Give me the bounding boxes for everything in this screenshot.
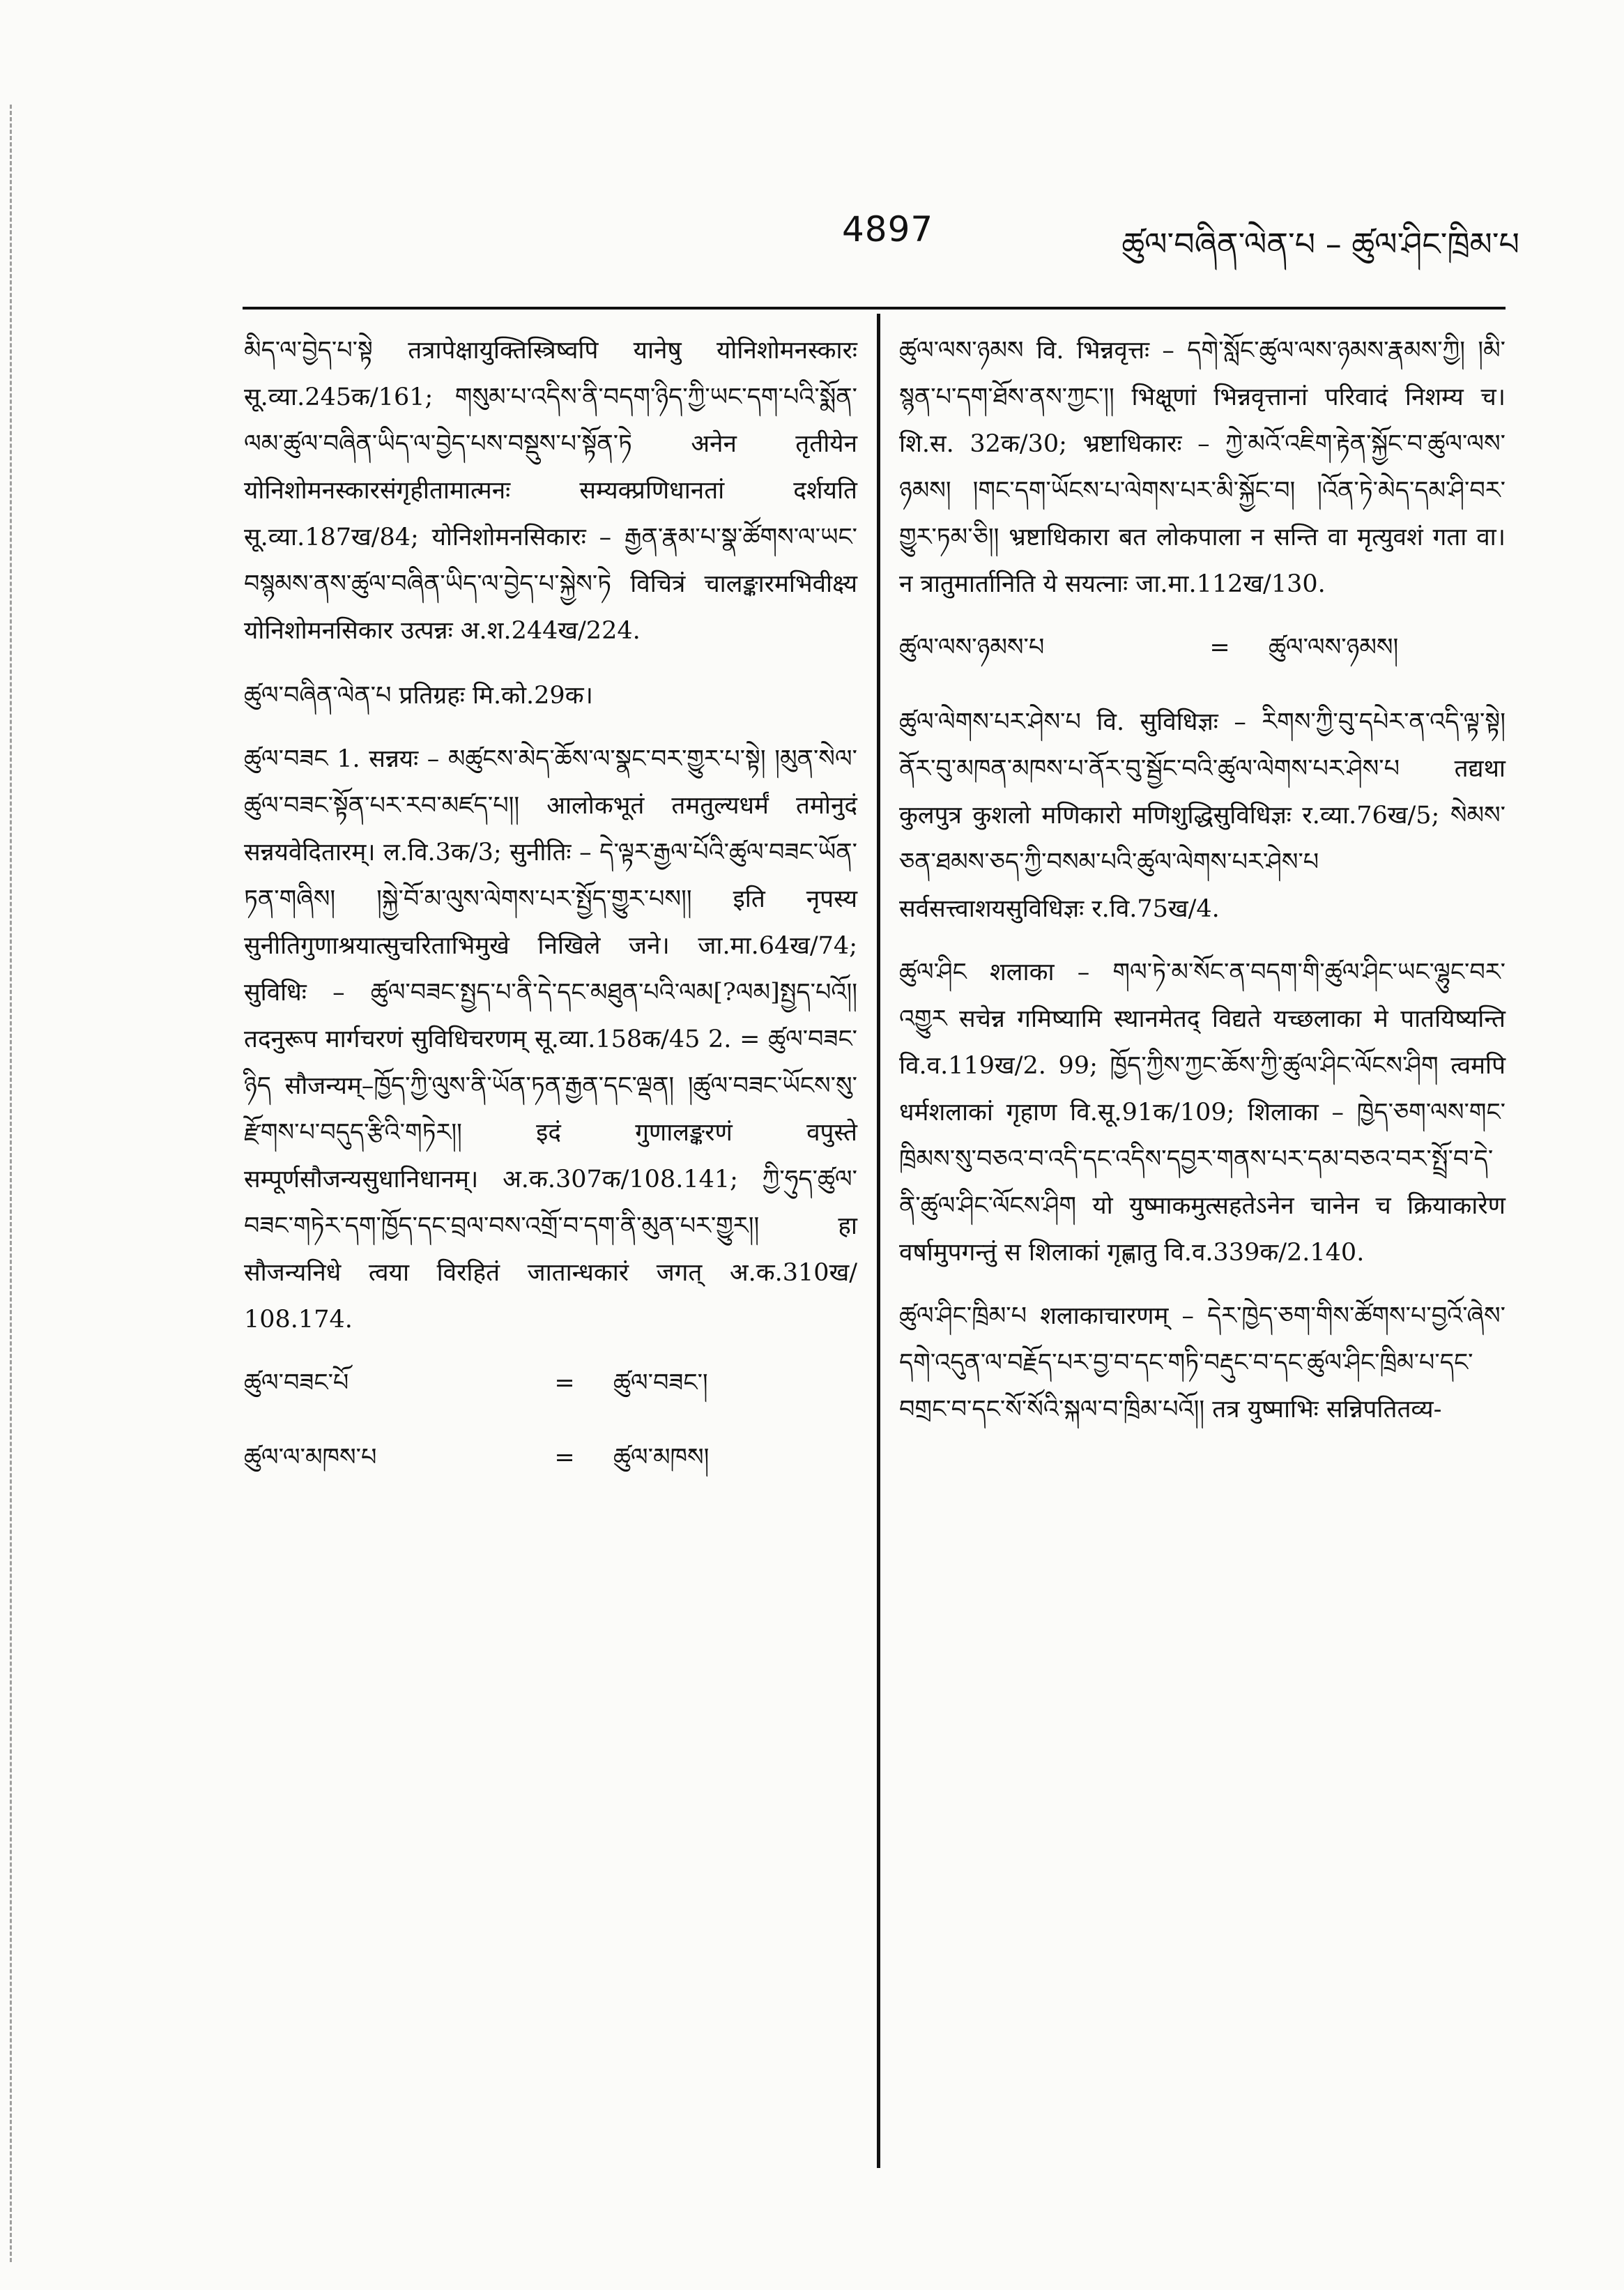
equals-sign: = [554,1444,575,1472]
cross-ref-target: ཚུལ་ལས་ཉམས། [1269,634,1399,662]
entry-tshul-shing-khrim-pa: ཚུལ་ཤིང་ཁྲིམ་པ शलाकाचारणम् – དེར་ཁྱེད་ཅག་གིས་ཚོགས་པ་བྱའོ་ཞེས་དགེ་འདུན་ལ་བརྗོད་པར་བྱ་བ་དང་གཏི་བརྡུང་བ་དང་ཚུལ་ཤིང་ཁྲིམ་པ་དང་བགྲང་བ་དང་སོ་སོའི་སྐལ་བ་ཁྲིམ་པའོ།། तत्र युष्माभिः सन्निपतितव्य- [899,1302,1506,1423]
left-column [244,328,857,1509]
entry-tshul-shing: ཚུལ་ཤིང शलाका – གལ་ཏེ་མ་སོང་ན་བདག་གི་ཚུལ་ཤིང་ཡང་ལྷུང་བར་འགྱུར सचेन्न गमिष्यामि स्थानमेतद् विद्यते यच्छलाका मे पातयिष्यन्ति वि.व.119ख/2. 99; ཁྱོད་ཀྱིས་ཀྱང་ཆོས་ཀྱི་ཚུལ་ཤིང་ལོངས་ཤིག त्वमपि धर्मशलाकां गृहाण वि.सू.91क/109; शिलाका – ཁྱེད་ཅག་ལས་གང་ཁྲིམས་སུ་བཅའ་བ་འདི་དང་འདིས་དབྱར་གནས་པར་དམ་བཅའ་བར་སྤྲོ་བ་དེ་ནི་ཚུལ་ཤིང་ལོངས་ཤིག यो युष्माकमुत्सहतेऽनेन चानेन च क्रियाकारेण वर्षामुपगन्तुं स शिलाकां गृह्णातु वि.व.339क/2.140. [899,959,1506,1267]
cross-ref-target: ཚུལ་བཟང་། [613,1369,708,1397]
cross-ref-term: ཚུལ་ལས་ཉམས་པ [899,634,1045,662]
entry-tshul-las-nyams: ཚུལ་ལས་ཉམས वि. भिन्नवृत्तः – དགེ་སློང་ཚུལ་ལས་ཉམས་རྣམས་ཀྱི། །མི་སྙན་པ་དག་ཐོས་ནས་ཀྱང་།། भिक्षूणां भिन्नवृत्तानां परिवादं निशम्य च। शि.स. 32क/30; भ्रष्टाधिकारः – ཀྱེ་མའོ་འཇིག་རྟེན་སྐྱོང་བ་ཚུལ་ལས་ཉམས། །གང་དག་ཡོངས་པ་ལེགས་པར་མི་སྐྱོང་བ། །འོན་ཏེ་མེད་དམ་ཤི་བར་གྱུར་ཏམ་ཅི།། भ्रष्टाधिकारा बत लोकपाला न सन्ति वा मृत्युवशं गता वा। न त्रातुमार्तानिति ये सयत्नाः जा.मा.112ख/130. [899,337,1506,598]
entry-tshul-legs-par-shes-pa: ཚུལ་ལེགས་པར་ཤེས་པ वि. सुविधिज्ञः – རིགས་ཀྱི་བུ་དཔེར་ན་འདི་ལྟ་སྟེ། ནོར་བུ་མཁན་མཁས་པ་ནོར་བུ་སྦྱོང་བའི་ཚུལ་ལེགས་པར་ཤེས་པ तद्यथा कुलपुत्र कुशलो मणिकारो मणिशुद्धिसुविधिज्ञः र.व्या.76ख/5; སེམས་ཅན་ཐམས་ཅད་ཀྱི་བསམ་པའི་ཚུལ་ལེགས་པར་ཤེས་པ सर्वसत्त्वाशयसुविधिज्ञः र.वि.75ख/4. [899,708,1506,923]
cross-ref-tshul-bzang-po [244,1360,857,1407]
column-divider [877,314,880,2168]
entry-continuation: མིད་ལ་བྱེད་པ་སྟེ तत्रापेक्षायुक्तिस्त्रिष्वपि यानेषु योनिशोमनस्कारः सू.व्या.245क/161; གསུམ་པ་འདིས་ནི་བདག་ཉིད་ཀྱི་ཡང་དག་པའི་སྨོན་ལམ་ཚུལ་བཞིན་ཡིད་ལ་བྱེད་པས་བསྡུས་པ་སྟོན་ཏེ अनेन तृतीयेन योनिशोमनस्कारसंगृहीतामात्मनः सम्यक्प्रणिधानतां दर्शयति सू.व्या.187ख/84; योनिशोमनसिकारः – རྒྱན་རྣམ་པ་སྣ་ཚོགས་ལ་ཡང་བསྙམས་ནས་ཚུལ་བཞིན་ཡིད་ལ་བྱེད་པ་སྐྱེས་ཏེ विचित्रं चालङ्कारमभिवीक्ष्य योनिशोमनसिकार उत्पन्नः अ.श.244ख/224. [244,337,857,645]
entry-tshul-bzhin-len-pa: ཚུལ་བཞིན་ལེན་པ प्रतिग्रहः मि.को.29क। [244,682,593,710]
cross-ref-tshul-las-nyams-pa [899,625,1506,671]
running-head: ཚུལ་བཞིན་ལེན་པ – ཚུལ་ཤིང་ཁྲིམ་པ [1121,225,1519,263]
cross-ref-target: ཚུལ་མཁས། [613,1444,710,1472]
page-number: 4897 [842,209,934,250]
cross-ref-term: ཚུལ་ལ་མཁས་པ [244,1444,377,1472]
equals-sign: = [554,1369,575,1397]
scan-margin-line [10,105,12,2262]
right-column [899,328,1506,1450]
entry-tshul-bzang: ཚུལ་བཟང 1. सन्नयः – མཚུངས་མེད་ཆོས་ལ་སྣང་བར་གྱུར་པ་སྟེ། །མུན་སེལ་ཚུལ་བཟང་སྟོན་པར་རབ་མཛད་པ།། आलोकभूतं तमतुल्यधर्मं तमोनुदं सन्नयवेदितारम्। ल.वि.3क/3; सुनीतिः – དེ་ལྟར་རྒྱལ་པོའི་ཚུལ་བཟང་ཡོན་ཏན་གཞིས། །སྐྱེ་བོ་མ་ལུས་ལེགས་པར་སྤྱོད་གྱུར་པས།། इति नृपस्य सुनीतिगुणाश्रयात्सुचरिताभिमुखे निखिले जने। जा.मा.64ख/74; सुविधिः – ཚུལ་བཟང་སྤྱད་པ་ནི་དེ་དང་མཐུན་པའི་ལམ[?ལམ]སྤྱད་པའོ།། तदनुरूप मार्गचरणं सुविधिचरणम् सू.व्या.158क/45 2. = ཚུལ་བཟང་ཉིད सौजन्यम्–ཁྱོད་ཀྱི་ལུས་ནི་ཡོན་ཏན་རྒྱན་དང་ལྡན། །ཚུལ་བཟང་ཡོངས་སུ་རྫོགས་པ་བདུད་རྩིའི་གཏེར།། इदं गुणालङ्करणं वपुस्ते सम्पूर्णसौजन्यसुधानिधानम्। अ.क.307क/108.141; ཀྱི་ཧུད་ཚུལ་བཟང་གཏེར་དག་ཁྱོད་དང་བྲལ་བས་འགྲོ་བ་དག་ནི་མུན་པར་གྱུར།། हा सौजन्यनिधे त्वया विरहितं जातान्धकारं जगत् अ.क.310ख/ 108.174. [244,745,857,1334]
cross-ref-term: ཚུལ་བཟང་པོ [244,1369,349,1397]
header-rule [243,307,1506,310]
equals-sign: = [1209,634,1230,662]
cross-ref-tshul-la-mkhas-pa [244,1435,857,1481]
